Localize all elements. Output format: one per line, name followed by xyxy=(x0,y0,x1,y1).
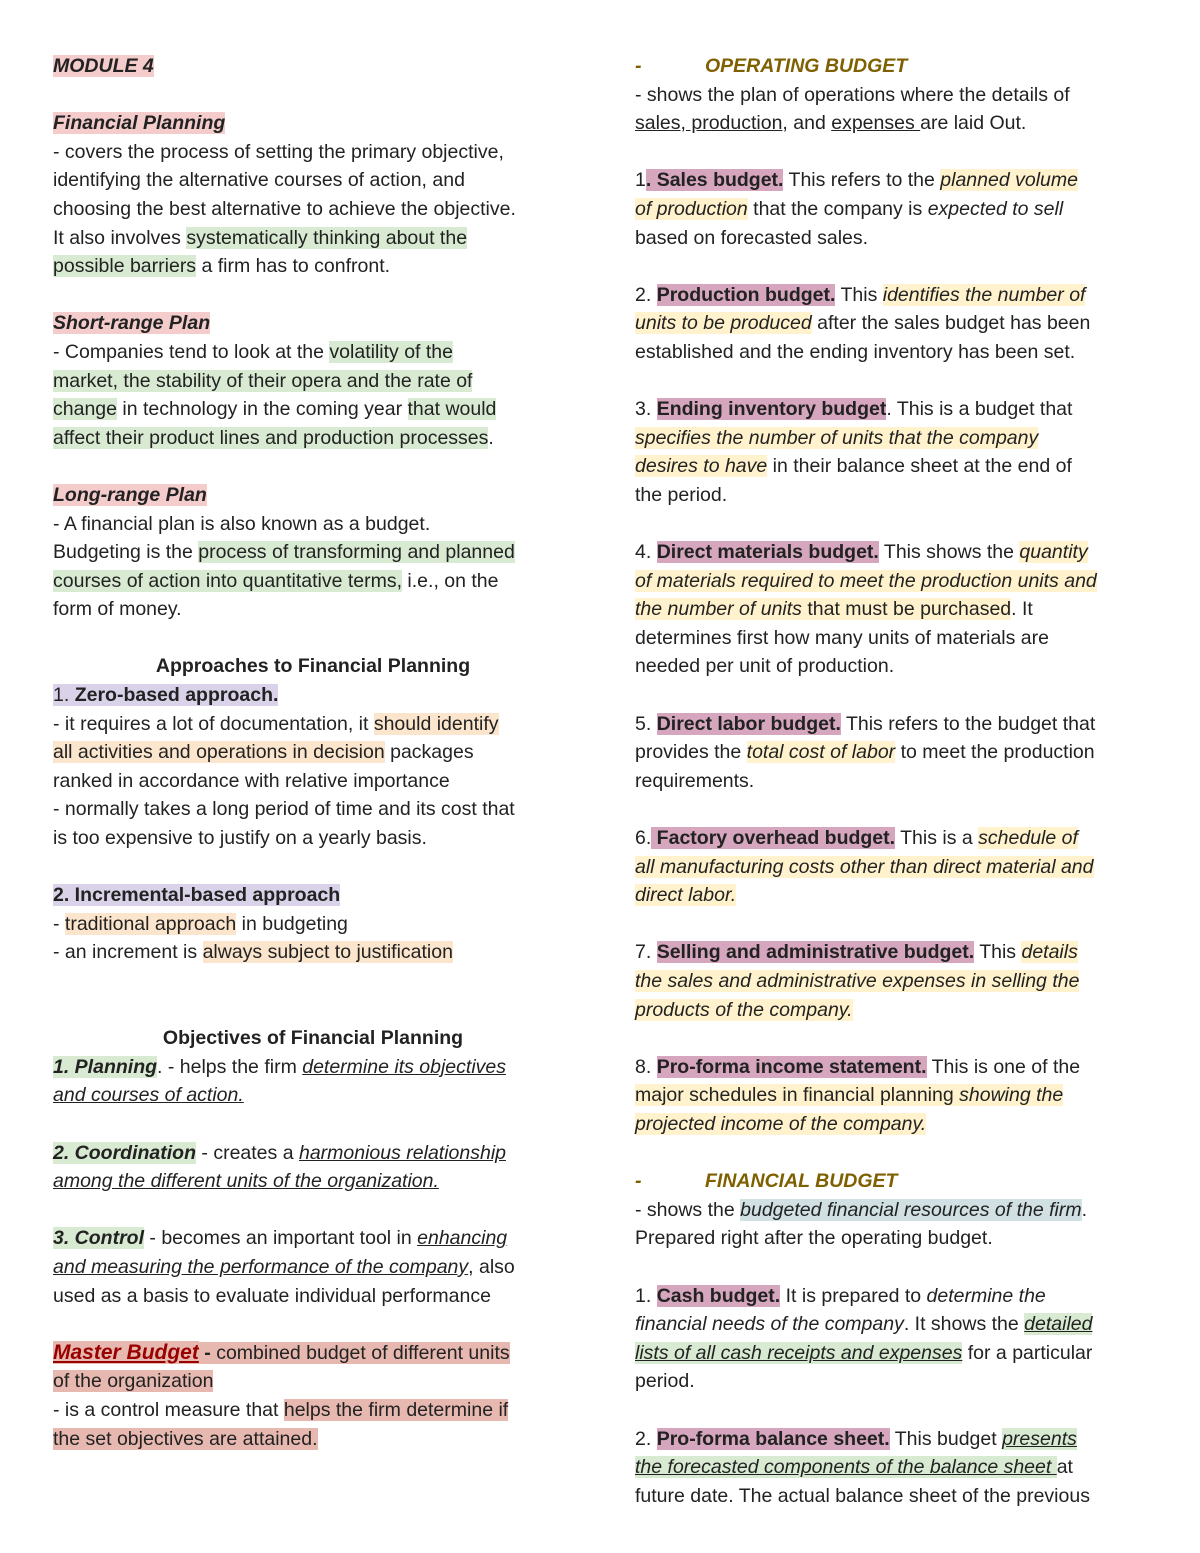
income-statement-item xyxy=(635,1053,1155,1139)
text-line: 6. Factory overhead budget. This is a schedule of xyxy=(635,827,1078,850)
text-line: all activities and operations in decision packages xyxy=(53,741,474,764)
factory-overhead-budget-item xyxy=(635,824,1155,910)
text-line: specifies the number of units that the company xyxy=(635,426,1039,449)
text-line: ranked in accordance with relative importance xyxy=(53,769,450,792)
text-line: It also involves systematically thinking about the xyxy=(53,226,468,249)
long-range-plan-title: Long-range Plan xyxy=(53,483,207,506)
text-line: products of the company. xyxy=(635,998,853,1021)
objectives-title: Objectives of Financial Planning xyxy=(162,1027,464,1050)
approaches-section xyxy=(53,652,573,967)
operating-budget-section xyxy=(635,52,1155,138)
direct-labor-budget-item xyxy=(635,710,1155,796)
text-line: - A financial plan is also known as a budget. xyxy=(53,512,431,535)
text-line: projected income of the company. xyxy=(635,1112,927,1135)
text-line: - shows the budgeted financial resources of the firm. xyxy=(635,1198,1088,1221)
right-column xyxy=(635,52,1155,1510)
text-line: - covers the process of setting the primary objective, xyxy=(53,140,504,163)
text-line: affect their product lines and production processes. xyxy=(53,426,494,449)
text-line: future date. The actual balance sheet of the previous xyxy=(635,1484,1090,1507)
sales-budget-item xyxy=(635,166,1155,252)
master-budget-title: Master Budget xyxy=(53,1340,199,1364)
text-line: the forecasted components of the balance sheet at xyxy=(635,1456,1073,1479)
text-line: 1. Planning. - helps the firm determine its objectives xyxy=(53,1055,506,1078)
text-line: the set objectives are attained. xyxy=(53,1427,318,1450)
text-line: - normally takes a long period of time and its cost that xyxy=(53,798,515,821)
text-line: desires to have in their balance sheet at the end of xyxy=(635,455,1072,478)
text-line: choosing the best alternative to achieve the objective. xyxy=(53,197,516,220)
text-line: 2. Pro-forma balance sheet. This budget presents xyxy=(635,1427,1077,1450)
text-line: among the different units of the organization. xyxy=(53,1170,439,1193)
text-line: 2. Coordination - creates a harmonious relationship xyxy=(53,1141,507,1164)
short-range-plan-section xyxy=(53,309,573,452)
master-budget-section xyxy=(53,1339,573,1453)
text-line: of production that the company is expected to sell xyxy=(635,197,1064,220)
text-line: of the organization xyxy=(53,1370,214,1393)
text-line: the number of units that must be purchased. It xyxy=(635,598,1033,621)
text-line: used as a basis to evaluate individual performance xyxy=(53,1284,491,1307)
text-line: Budgeting is the process of transforming and planned xyxy=(53,541,515,564)
incremental-heading: 2. Incremental-based approach xyxy=(53,884,341,907)
text-line: 7. Selling and administrative budget. This details xyxy=(635,941,1078,964)
text-line: 8. Pro-forma income statement. This is one of the xyxy=(635,1055,1081,1078)
text-line: the sales and administrative expenses in selling the xyxy=(635,970,1080,992)
text-line: period. xyxy=(635,1370,695,1393)
text-line: - traditional approach in budgeting xyxy=(53,912,348,935)
text-line: form of money. xyxy=(53,598,182,621)
text-line: determines first how many units of materials are xyxy=(635,626,1049,649)
text-line: 3. Ending inventory budget. This is a budget that xyxy=(635,398,1073,421)
text-line: units to be produced after the sales budget has been xyxy=(635,312,1091,335)
text-line: sales, production, and expenses are laid Out. xyxy=(635,112,1027,135)
module-heading: MODULE 4 xyxy=(53,55,154,77)
ending-inventory-budget-item xyxy=(635,395,1155,509)
text-line: - is a control measure that helps the firm determine if xyxy=(53,1398,509,1421)
text-line: lists of all cash receipts and expenses for a particular xyxy=(635,1341,1093,1364)
selling-admin-budget-item xyxy=(635,938,1155,1024)
text-line: requirements. xyxy=(635,769,755,792)
short-range-plan-title: Short-range Plan xyxy=(53,312,211,335)
text-line: change in technology in the coming year that would xyxy=(53,398,497,421)
text-line: all manufacturing costs other than direct material and xyxy=(635,855,1094,878)
text-line: Master Budget - combined budget of different units xyxy=(53,1340,510,1364)
text-line: - it requires a lot of documentation, it should identify xyxy=(53,712,499,735)
zero-based-heading: 1. Zero-based approach. xyxy=(53,684,279,707)
text-line: Prepared right after the operating budget. xyxy=(635,1227,993,1250)
text-line: - an increment is always subject to justification xyxy=(53,941,453,964)
text-line: direct labor. xyxy=(635,884,737,907)
text-line: and measuring the performance of the company, also xyxy=(53,1255,515,1278)
left-column xyxy=(53,52,573,1453)
cash-budget-item xyxy=(635,1282,1155,1396)
text-line: identifying the alternative courses of action, and xyxy=(53,169,465,192)
long-range-plan-section xyxy=(53,481,573,624)
financial-planning-section xyxy=(53,109,573,281)
text-line: - shows the plan of operations where the details of xyxy=(635,83,1070,106)
text-line: 1. Sales budget. This refers to the planned volume xyxy=(635,169,1078,192)
financial-budget-heading: - FINANCIAL BUDGET xyxy=(635,1170,898,1193)
text-line: major schedules in financial planning showing the xyxy=(635,1084,1064,1107)
operating-budget-heading: - OPERATING BUDGET xyxy=(635,55,908,77)
text-line: 1. Cash budget. It is prepared to determine the xyxy=(635,1284,1046,1307)
production-budget-item xyxy=(635,281,1155,367)
text-line: possible barriers a firm has to confront. xyxy=(53,255,391,278)
text-line: the period. xyxy=(635,483,728,506)
balance-sheet-item xyxy=(635,1425,1155,1511)
text-line: 3. Control - becomes an important tool in enhancing xyxy=(53,1227,508,1250)
direct-materials-budget-item xyxy=(635,538,1155,681)
text-line: - Companies tend to look at the volatility of the xyxy=(53,340,453,363)
text-line: is too expensive to justify on a yearly basis. xyxy=(53,827,427,850)
financial-planning-title: Financial Planning xyxy=(53,112,226,135)
text-line: 4. Direct materials budget. This shows the quantity xyxy=(635,541,1088,564)
objectives-section xyxy=(53,1024,573,1310)
text-line: market, the stability of their opera and the rate of xyxy=(53,369,473,392)
approaches-title: Approaches to Financial Planning xyxy=(155,655,471,678)
text-line: based on forecasted sales. xyxy=(635,226,869,249)
text-line: 2. Production budget. This identifies the number of xyxy=(635,283,1086,306)
text-line: financial needs of the company. It shows the detailed xyxy=(635,1313,1093,1336)
text-line: 5. Direct labor budget. This refers to the budget that xyxy=(635,712,1096,735)
text-line: provides the total cost of labor to meet the production xyxy=(635,741,1095,764)
text-line: needed per unit of production. xyxy=(635,655,895,678)
financial-budget-section xyxy=(635,1167,1155,1253)
text-line: courses of action into quantitative terms, i.e., on the xyxy=(53,569,499,592)
text-line: of materials required to meet the production units and xyxy=(635,569,1097,592)
text-line: established and the ending inventory has been set. xyxy=(635,340,1076,363)
text-line: and courses of action. xyxy=(53,1084,244,1107)
